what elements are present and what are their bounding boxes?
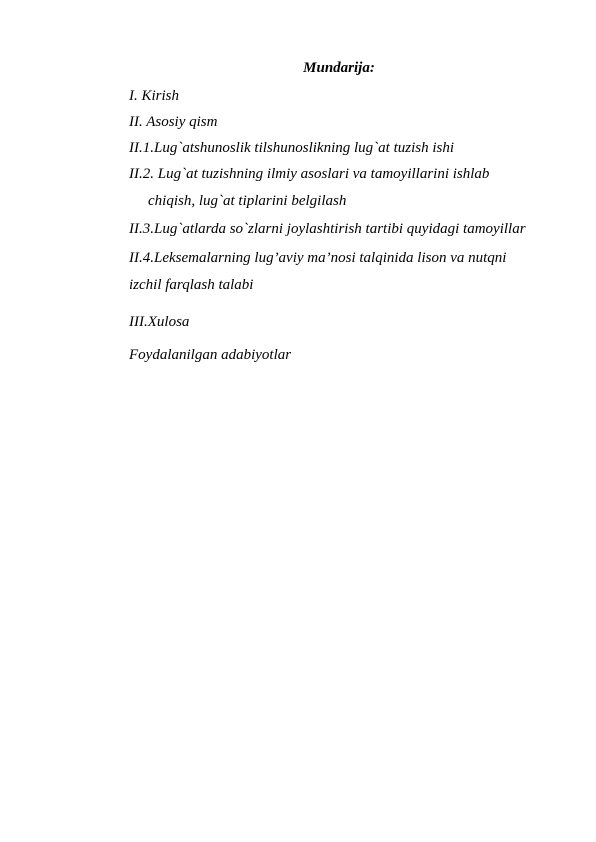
toc-item-2-4: II.4.Leksemalarning lug’aviy ma’nosi talqinida lison va nutqni — [129, 250, 507, 266]
page-title: Mundarija: — [303, 60, 375, 76]
toc-item-2-3: II.3.Lug`atlarda so`zlarni joylashtirish tartibi quyidagi tamoyillar — [129, 221, 526, 237]
toc-item-2-2: II.2. Lug`at tuzishning ilmiy asoslari va tamoyillarini ishlab — [129, 166, 490, 182]
toc-item-2-2-continued: chiqish, lug`at tiplarini belgilash — [148, 193, 347, 209]
toc-item-2-4-continued: izchil farqlash talabi — [129, 277, 254, 293]
toc-item-xulosa: III.Xulosa — [129, 314, 190, 330]
toc-item-kirish: I. Kirish — [129, 88, 180, 104]
toc-item-asosiy-qism: II. Asosiy qism — [129, 114, 218, 130]
toc-item-2-1: II.1.Lug`atshunoslik tilshunoslikning lug`at tuzish ishi — [129, 140, 455, 156]
toc-item-adabiyotlar: Foydalanilgan adabiyotlar — [129, 347, 292, 363]
